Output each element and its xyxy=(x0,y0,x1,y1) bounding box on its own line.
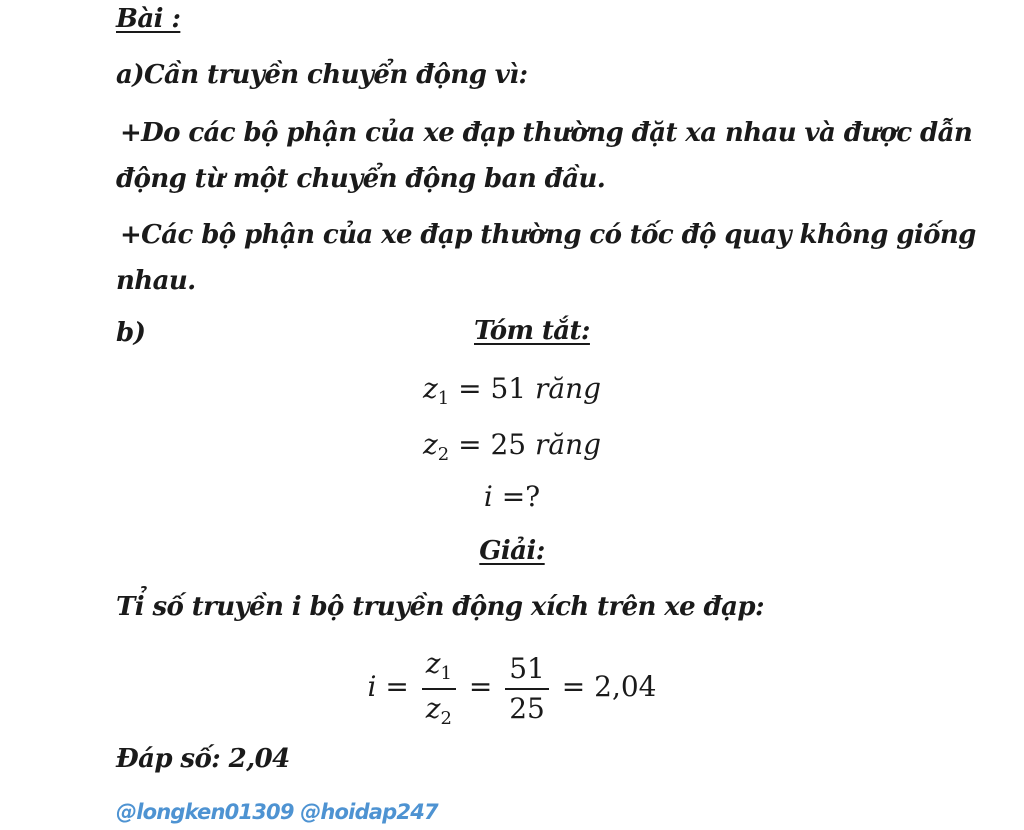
reason-2-line-2: nhau. xyxy=(116,266,196,296)
frac1-num-var: z xyxy=(425,647,441,680)
reason-2-line-1: +Các bộ phận của xe đạp thường có tốc độ quay không giống xyxy=(120,220,976,250)
part-a-title: a)Cần truyền chuyển động vì: xyxy=(116,60,528,90)
given-z1-var: z xyxy=(422,372,438,405)
given-z2-var: z xyxy=(422,428,438,461)
given-z2 xyxy=(0,428,1024,466)
given-z1-unit: răng xyxy=(534,372,602,405)
solution-title-text: Giải: xyxy=(479,536,545,566)
summary-title-text: Tóm tắt: xyxy=(474,316,590,346)
fraction-z1-z2 xyxy=(422,648,456,729)
heading xyxy=(116,4,180,35)
given-z2-value: = 25 xyxy=(458,428,535,461)
given-z1-value: = 51 xyxy=(458,372,535,405)
fraction-bar xyxy=(505,688,549,690)
unknown-i xyxy=(0,480,1024,514)
formula-lhs: i xyxy=(367,670,377,704)
reason-1-line-2: động từ một chuyển động ban đầu. xyxy=(116,164,606,194)
heading-text: Bài : xyxy=(116,4,181,34)
frac1-den-var: z xyxy=(425,691,441,725)
formula-eq2: = xyxy=(468,670,493,704)
given-z1-sub: 1 xyxy=(437,388,450,409)
reason-1-line-1: +Do các bộ phận của xe đạp thường đặt xa nhau và được dẫn xyxy=(120,118,973,148)
formula-result: = 2,04 xyxy=(561,670,657,704)
fraction-25-denominator: 25 xyxy=(509,691,545,725)
fraction-z1-numerator xyxy=(422,648,456,685)
final-answer: Đáp số: 2,04 xyxy=(116,744,290,774)
given-z2-sub: 2 xyxy=(437,444,450,465)
summary-title xyxy=(474,316,590,347)
unknown-i-var: i xyxy=(483,480,493,513)
ratio-description: Tỉ số truyền i bộ truyền động xích trên xe đạp: xyxy=(116,592,764,622)
part-b-label: b) xyxy=(116,318,146,348)
author-signature: @longken01309 @hoidap247 xyxy=(116,800,438,824)
fraction-51-numerator: 51 xyxy=(509,651,545,685)
fraction-bar xyxy=(422,688,456,690)
frac1-num-sub: 1 xyxy=(440,663,452,684)
given-z1 xyxy=(0,372,1024,410)
given-z2-unit: răng xyxy=(534,428,602,461)
frac1-den-sub: 2 xyxy=(440,707,452,729)
fraction-51-25 xyxy=(505,653,549,725)
solution-title xyxy=(0,536,1024,567)
formula-eq1: = xyxy=(385,670,409,704)
ratio-formula xyxy=(0,648,1024,729)
unknown-i-value: =? xyxy=(492,480,541,513)
fraction-z2-denominator xyxy=(422,693,456,730)
